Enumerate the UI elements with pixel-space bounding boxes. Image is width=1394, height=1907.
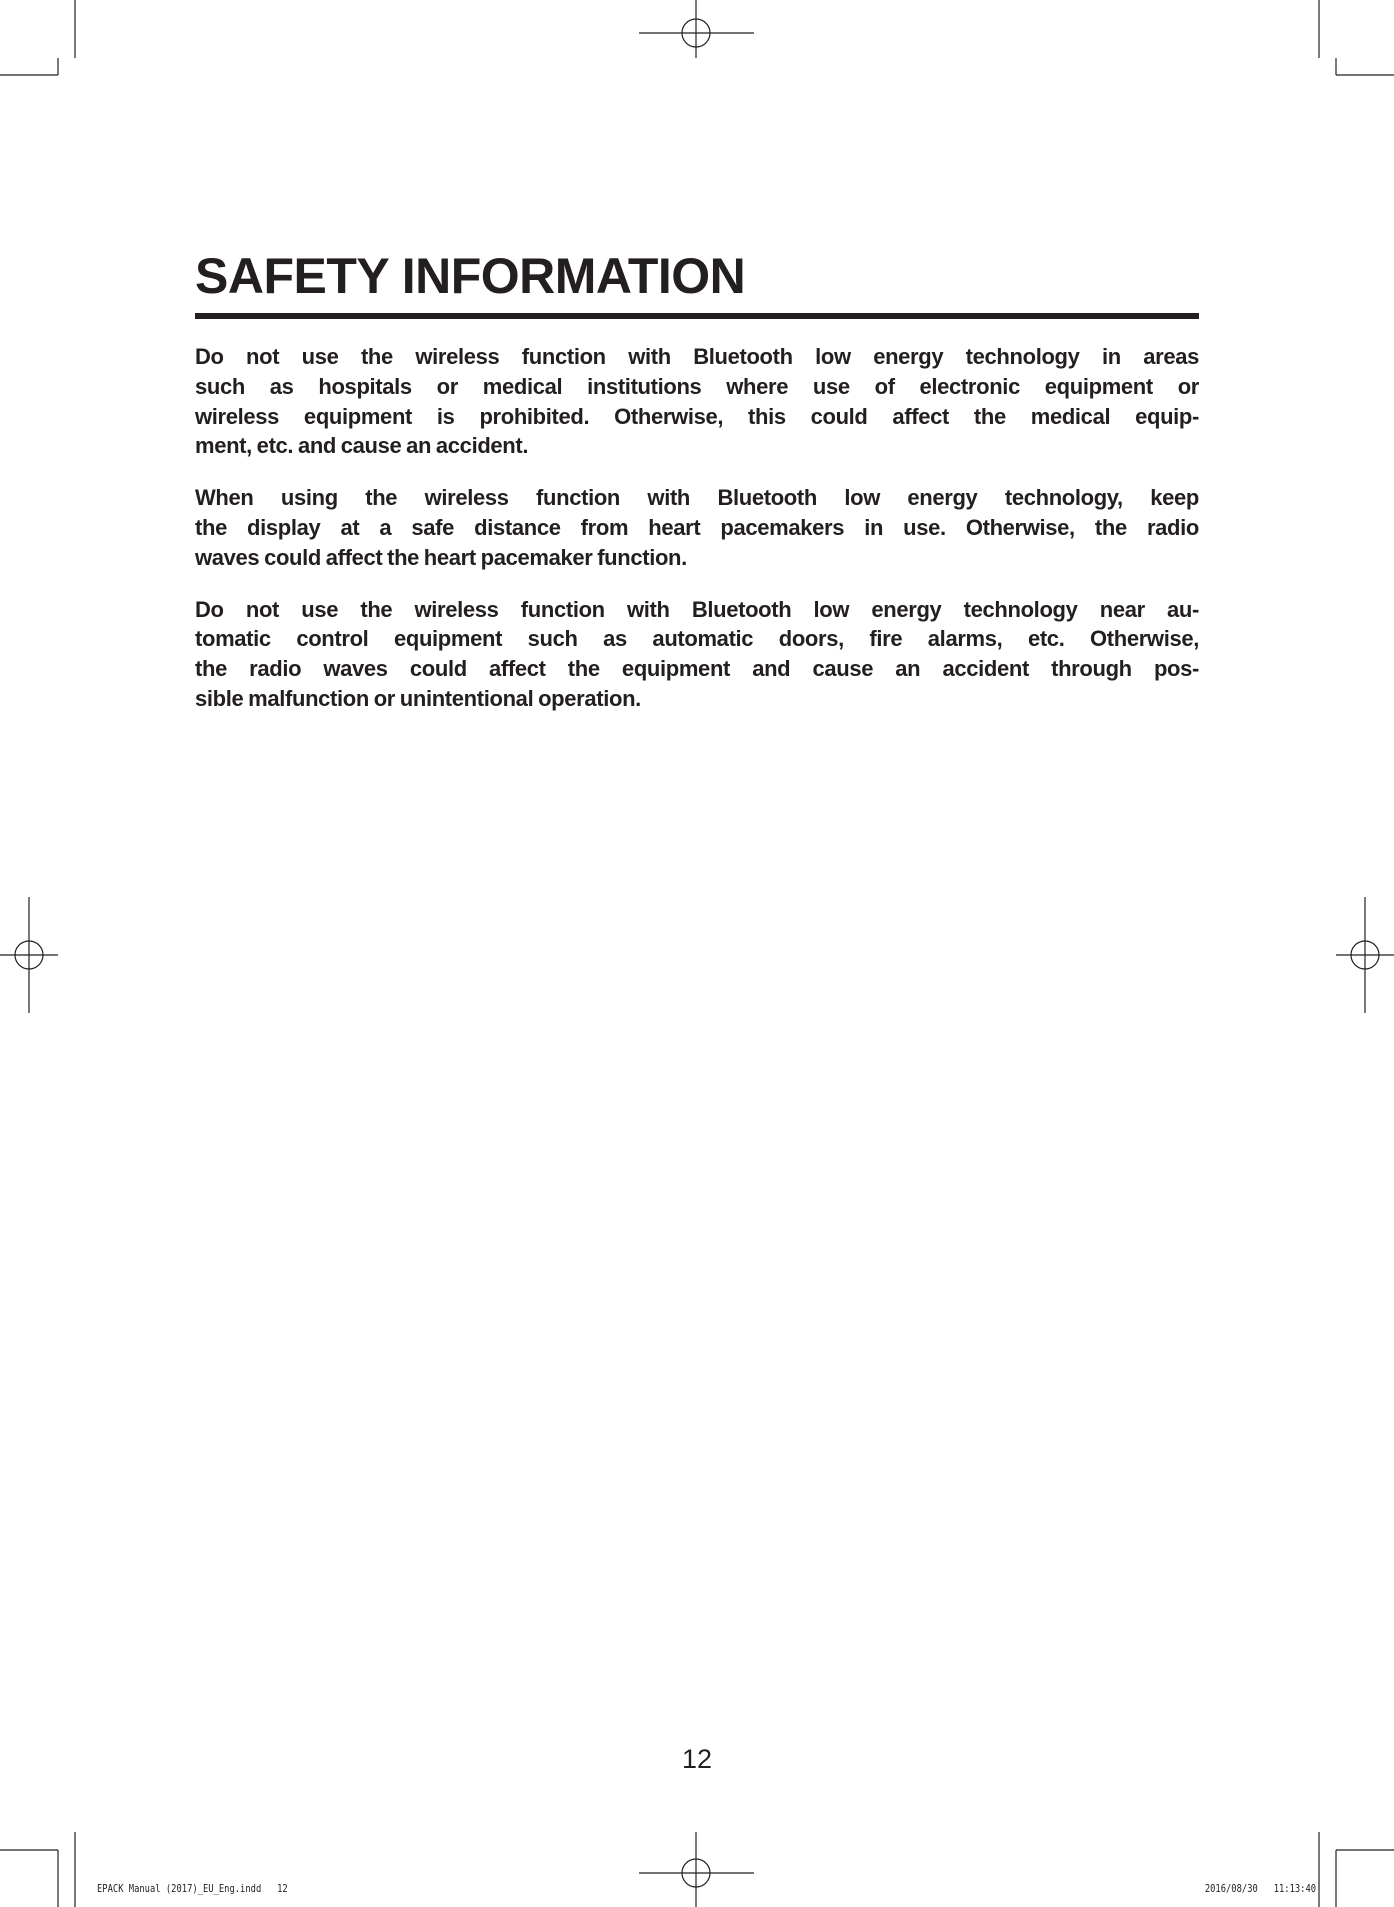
- registration-mark-top: [639, 0, 754, 58]
- text-line: ment, etc. and cause an accident.: [195, 433, 529, 459]
- page-number: 12: [681, 1744, 713, 1774]
- text-line: tomatic control equipment such as automatic doors, fire alarms, etc. Otherwise,: [195, 626, 1199, 652]
- text-line: wireless equipment is prohibited. Otherwise, this could affect the medical equip-: [195, 403, 1199, 429]
- text-line: the display at a safe distance from heart pacemakers in use. Otherwise, the radio: [195, 514, 1199, 540]
- text-line: the radio waves could affect the equipment and cause an accident through pos-: [195, 656, 1199, 682]
- text-line: Do not use the wireless function with Bluetooth low energy technology in areas: [195, 344, 1199, 369]
- safety-text: [195, 342, 1199, 736]
- page-title: SAFETY INFORMATION: [195, 248, 746, 304]
- text-line: sible malfunction or unintentional operation.: [195, 685, 641, 711]
- crop-mark-top-left: [0, 0, 75, 75]
- slug-timestamp: 2016/08/30 11:13:40: [1204, 1882, 1316, 1895]
- paragraph-pacemaker: [195, 483, 1199, 572]
- text-line: such as hospitals or medical institutions where use of electronic equipment or: [195, 373, 1199, 399]
- title-rule: [195, 313, 1199, 319]
- text-line: When using the wireless function with Bluetooth low energy technology, keep: [195, 485, 1199, 511]
- crop-mark-bottom-left: [0, 1832, 75, 1907]
- paragraph-automatic-equipment: [195, 595, 1199, 714]
- crop-mark-bottom-right: [1319, 1832, 1394, 1907]
- registration-mark-right: [1336, 897, 1394, 1013]
- text-line: waves could affect the heart pacemaker function.: [195, 544, 687, 570]
- crop-mark-top-right: [1319, 0, 1394, 75]
- text-line: Do not use the wireless function with Bluetooth low energy technology near au-: [195, 596, 1199, 622]
- slug-file: EPACK Manual (2017)_EU_Eng.indd 12: [97, 1882, 288, 1895]
- registration-mark-bottom: [639, 1832, 754, 1907]
- paragraph-medical: [195, 342, 1199, 461]
- registration-mark-left: [0, 897, 58, 1013]
